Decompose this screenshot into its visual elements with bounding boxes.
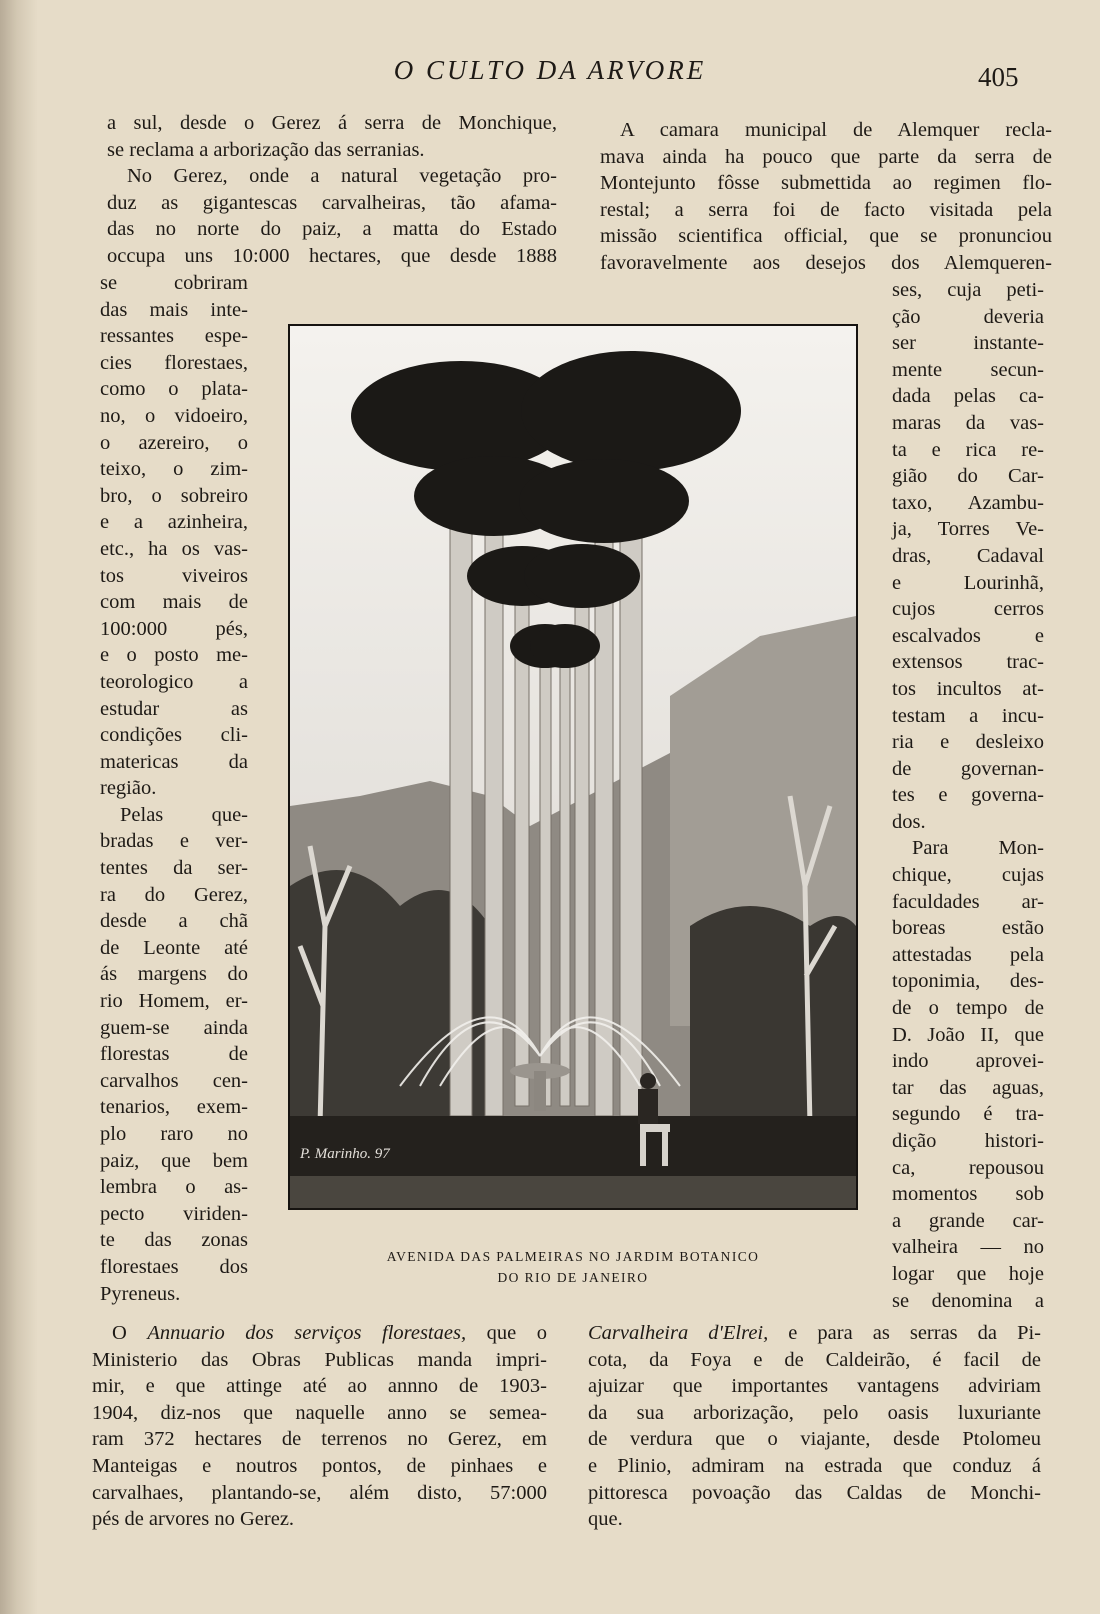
- text-line: escalvados e: [892, 624, 1044, 647]
- text-line: taxo, Azambu-: [892, 491, 1044, 514]
- text-line: boreas estão: [892, 917, 1044, 940]
- text-line: a sul, desde o Gerez á serra de Monchique,: [107, 112, 557, 134]
- text-line: ser instante-: [892, 332, 1044, 355]
- text-line: bradas e ver-: [100, 830, 248, 853]
- text-line: ajuizar que importantes vantagens adviriam: [588, 1375, 1041, 1398]
- text-line: valheira — no: [892, 1236, 1044, 1259]
- text-line: Ministerio das Obras Publicas manda impri-: [92, 1348, 547, 1371]
- text-line: Manteigas e noutros pontos, de pinhaes e: [92, 1454, 547, 1477]
- text-line: indo aprovei-: [892, 1050, 1044, 1073]
- text-line: teixo, o zim-: [100, 458, 248, 481]
- text-line: missão scientifica official, que se pronunciou: [600, 225, 1052, 248]
- right-column-bottom-paragraph: [588, 1320, 1041, 1533]
- carvalheira-italic: Carvalheira d'Elrei,: [588, 1322, 769, 1344]
- text-line: dras, Cadaval: [892, 544, 1044, 567]
- text-line: das mais inte-: [100, 298, 248, 321]
- text-line: tenarios, exem-: [100, 1096, 248, 1119]
- text-line: plo raro no: [100, 1123, 248, 1145]
- text-line: que.: [588, 1508, 623, 1531]
- text-line: No Gerez, onde a natural vegetação pro-: [127, 165, 557, 188]
- text-line: Montejunto fôsse submettida ao regimen flo-: [600, 172, 1052, 195]
- text-line: cies florestaes,: [100, 351, 248, 374]
- fountain-pedestal: [534, 1071, 546, 1111]
- text-line: pecto viriden-: [100, 1202, 248, 1225]
- text-line: pittoresca povoação das Caldas de Monchi-: [588, 1481, 1041, 1504]
- annuario-first-line: [92, 1320, 547, 1347]
- figure-caption: [288, 1246, 858, 1288]
- text-line: carvalhos cen-: [100, 1069, 248, 1092]
- text-line: tos viveiros: [100, 564, 248, 587]
- text-line: D. João II, que: [892, 1023, 1044, 1046]
- photo-avenue-of-palms: [288, 324, 858, 1210]
- text-line: como o plata-: [100, 378, 248, 401]
- right-foliage: [690, 906, 856, 1126]
- page-binding-shadow: [0, 0, 38, 1614]
- left-column-top-text: [107, 110, 557, 270]
- text-span: e para as serras da Pi-: [768, 1322, 1041, 1344]
- text-line: de verdura que o viajante, desde Ptolomeu: [588, 1428, 1041, 1451]
- text-line: florestas de: [100, 1043, 248, 1066]
- text-line: se reclama a arborização das serranias.: [107, 138, 425, 161]
- text-line: toponimia, des-: [892, 970, 1044, 993]
- carvalheira-first-line: [588, 1320, 1041, 1347]
- text-line: extensos trac-: [892, 651, 1044, 674]
- text-line: ca, repousou: [892, 1156, 1044, 1179]
- caption-line-1: AVENIDA DAS PALMEIRAS NO JARDIM BOTANICO: [386, 1249, 760, 1264]
- text-line: logar que hoje: [892, 1262, 1044, 1285]
- text-line: condições cli-: [100, 724, 248, 747]
- text-line: ra do Gerez,: [100, 883, 248, 906]
- text-line: dada pelas ca-: [892, 385, 1044, 408]
- text-line: se cobriram: [100, 272, 248, 294]
- text-line: lembra o as-: [100, 1176, 248, 1199]
- text-line: e Lourinhã,: [892, 571, 1044, 594]
- text-line: estudar as: [100, 697, 248, 720]
- text-line: Pelas que-: [120, 803, 248, 826]
- text-line: região.: [100, 777, 157, 800]
- caption-line-2: DO RIO DE JANEIRO: [497, 1270, 649, 1285]
- text-line: mava ainda ha pouco que parte da serra de: [600, 145, 1052, 168]
- text-line: e o posto me-: [100, 644, 248, 667]
- left-column-bottom-paragraph: [92, 1320, 547, 1533]
- text-line: de o tempo de: [892, 997, 1044, 1020]
- text-line: no, o vidoeiro,: [100, 404, 248, 427]
- text-line: e Plinio, admiram na estrada que conduz á: [588, 1454, 1041, 1477]
- text-line: ressantes espe-: [100, 325, 248, 348]
- text-line: ram 372 hectares de terrenos no Gerez, em: [92, 1428, 547, 1451]
- text-line: te das zonas: [100, 1229, 248, 1252]
- left-column-narrow-text: [100, 270, 248, 1307]
- text-line: ses, cuja peti-: [892, 279, 1044, 301]
- text-line: florestaes dos: [100, 1255, 248, 1278]
- text-line: A camara municipal de Alemquer recla-: [620, 119, 1052, 141]
- text-line: chique, cujas: [892, 864, 1044, 887]
- text-line: tar das aguas,: [892, 1076, 1044, 1099]
- text-line: 1904, diz-nos que naquelle anno se semea-: [92, 1401, 547, 1424]
- text-span: O: [112, 1322, 148, 1344]
- text-line: de governan-: [892, 757, 1044, 780]
- text-line: teorologico a: [100, 670, 248, 693]
- right-column-narrow-text: [892, 277, 1044, 1314]
- text-line: restal; a serra foi de facto visitada pela: [600, 198, 1052, 221]
- text-line: ta e rica re-: [892, 438, 1044, 461]
- text-line: Para Mon-: [912, 837, 1044, 860]
- text-line: Pyreneus.: [100, 1282, 181, 1305]
- text-line: o azereiro, o: [100, 431, 248, 454]
- text-line: e a azinheira,: [100, 511, 248, 534]
- text-line: matericas da: [100, 750, 248, 773]
- text-line: carvalhaes, plantando-se, além disto, 57:000: [92, 1481, 547, 1504]
- text-line: ás margens do: [100, 963, 248, 986]
- text-line: faculdades ar-: [892, 890, 1044, 913]
- text-line: cujos cerros: [892, 598, 1044, 621]
- text-line: desde a chã: [100, 910, 248, 933]
- page-number: 405: [978, 62, 1019, 92]
- text-line: segundo é tra-: [892, 1103, 1044, 1126]
- text-line: paiz, que bem: [100, 1149, 248, 1172]
- text-line: bro, o sobreiro: [100, 484, 248, 507]
- text-line: guem-se ainda: [100, 1016, 248, 1039]
- text-line: ja, Torres Ve-: [892, 518, 1044, 541]
- text-line: com mais de: [100, 591, 248, 614]
- text-line: tos incultos at-: [892, 677, 1044, 700]
- text-line: gião do Car-: [892, 465, 1044, 488]
- text-line: ria e desleixo: [892, 731, 1044, 754]
- text-line: testam a incu-: [892, 704, 1044, 727]
- text-line: favoravelmente aos desejos dos Alemqueren-: [600, 251, 1052, 274]
- text-line: duz as gigantescas carvalheiras, tão afama-: [107, 191, 557, 214]
- text-line: occupa uns 10:000 hectares, que desde 1888: [107, 244, 557, 267]
- text-line: de Leonte até: [100, 936, 248, 959]
- text-span: que o: [466, 1322, 547, 1344]
- text-line: se denomina a: [892, 1289, 1044, 1312]
- running-header-title: O CULTO DA ARVORE: [393, 55, 707, 85]
- text-line: tentes da ser-: [100, 857, 248, 880]
- text-line: da sua arborização, pelo oasis luxuriante: [588, 1401, 1041, 1424]
- text-line: momentos sob: [892, 1183, 1044, 1206]
- text-line: pés de arvores no Gerez.: [92, 1508, 295, 1531]
- text-line: das no norte do paiz, a matta do Estado: [107, 218, 557, 241]
- text-line: dos.: [892, 810, 926, 833]
- text-line: rio Homem, er-: [100, 990, 248, 1013]
- text-line: dição histori-: [892, 1130, 1044, 1152]
- annuario-title-italic: Annuario dos serviços florestaes,: [147, 1322, 467, 1344]
- text-line: attestadas pela: [892, 943, 1044, 966]
- artist-signature: P. Marinho. 97: [300, 1146, 390, 1162]
- text-line: tes e governa-: [892, 784, 1044, 807]
- text-line: cota, da Foya e de Caldeirão, é facil de: [588, 1348, 1041, 1371]
- text-line: 100:000 pés,: [100, 617, 248, 640]
- palm-avenue-illustration: [290, 326, 856, 1208]
- text-line: a grande car-: [892, 1209, 1044, 1232]
- text-line: maras da vas-: [892, 411, 1044, 434]
- text-line: etc., ha os vas-: [100, 537, 248, 560]
- right-column-top-text: [600, 117, 1052, 277]
- text-line: ção deveria: [892, 305, 1044, 328]
- text-line: mir, e que attinge até ao annno de 1903-: [92, 1375, 547, 1398]
- ground: [290, 1176, 856, 1208]
- text-line: mente secun-: [892, 358, 1044, 381]
